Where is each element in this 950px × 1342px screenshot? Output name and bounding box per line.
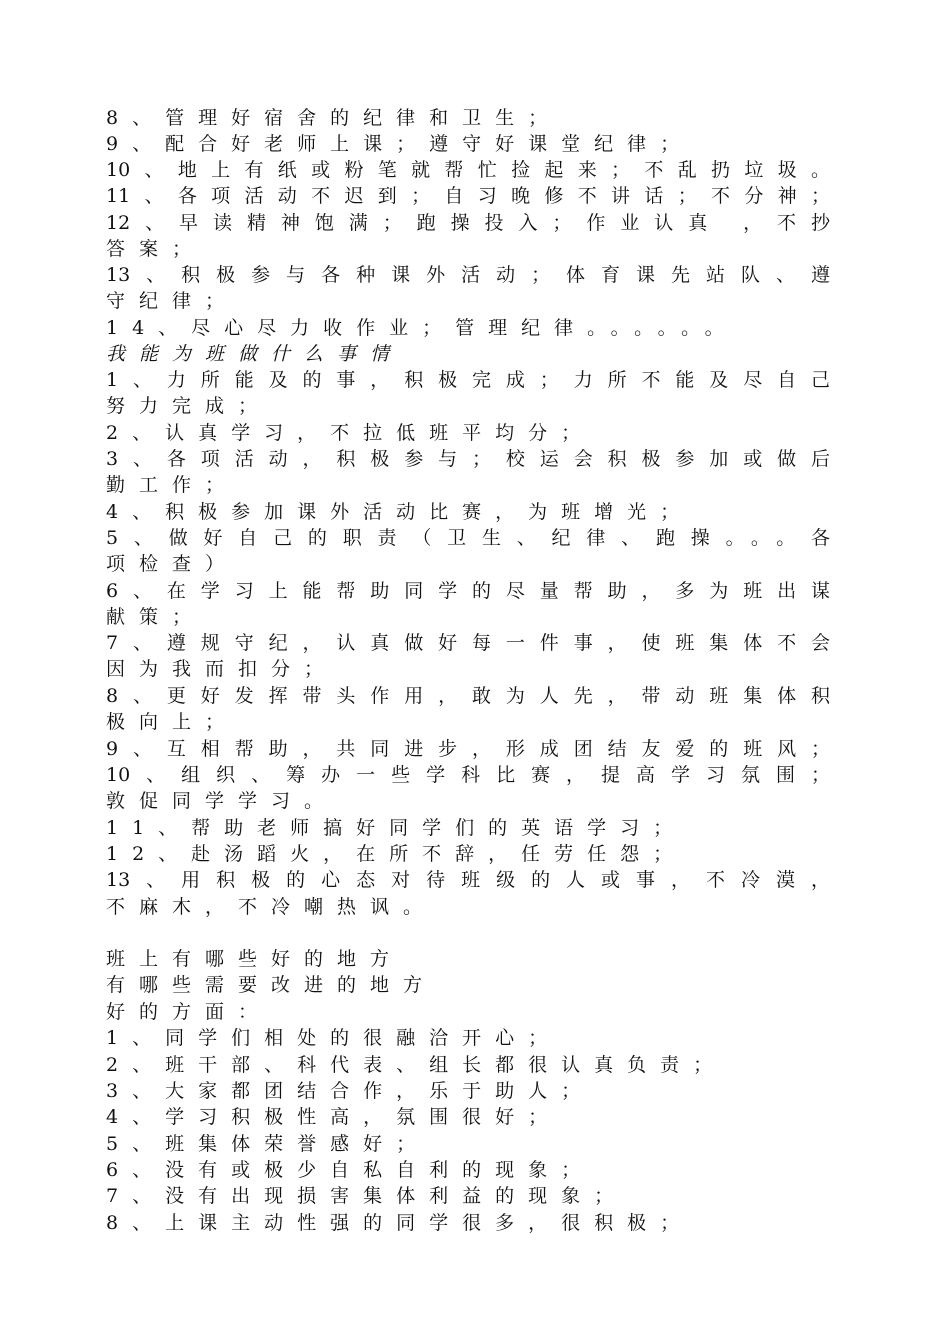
text-line: 9、互相帮助，共同进步，形成团结友爱的班风； <box>106 738 830 760</box>
text-line: 12、早读精神饱满；跑操投入；作业认真 ，不抄 <box>106 212 830 234</box>
text-line: 10、组织、筹办一些学科比赛，提高学习氛围； <box>106 764 830 786</box>
section-heading: 我能为班做什么事情 <box>106 343 404 365</box>
text-line: 12、赴汤蹈火，在所不辞，任劳任怨； <box>106 843 687 865</box>
text-line: 1、力所能及的事，积极完成；力所不能及尽自己 <box>106 369 830 391</box>
text-line: 4、学习积极性高，氛围很好； <box>106 1106 562 1128</box>
text-line: 11、帮助老师搞好同学们的英语学习； <box>106 817 687 839</box>
text-line: 1、同学们相处的很融洽开心； <box>106 1027 562 1049</box>
text-line: 14、尽心尽力收作业；管理纪律。。。。。。 <box>106 317 738 339</box>
text-line: 勤工作； <box>106 474 239 496</box>
text-line: 7、没有出现损害集体利益的现象； <box>106 1185 628 1207</box>
text-line: 努力完成； <box>106 395 272 417</box>
text-line: 10、地上有纸或粉笔就帮忙捡起来；不乱扔垃圾。 <box>106 159 830 181</box>
text-line: 13、积极参与各种课外活动；体育课先站队、遵 <box>106 264 830 286</box>
text-line: 9、配合好老师上课；遵守好课堂纪律； <box>106 133 694 155</box>
text-line: 极向上； <box>106 711 239 733</box>
text-line: 献策； <box>106 606 206 628</box>
text-line: 11、各项活动不迟到；自习晚修不讲话；不分神； <box>106 185 830 207</box>
text-line: 不麻木，不冷嘲热讽。 <box>106 896 437 918</box>
text-line: 6、在学习上能帮助同学的尽量帮助，多为班出谋 <box>106 580 830 602</box>
text-line: 2、班干部、科代表、组长都很认真负责； <box>106 1054 727 1076</box>
text-line: 8、更好发挥带头作用，敢为人先，带动班集体积 <box>106 685 830 707</box>
text-line: 因为我而扣分； <box>106 658 338 680</box>
section-heading: 好的方面： <box>106 1001 272 1023</box>
text-line: 5、班集体荣誉感好； <box>106 1133 430 1155</box>
text-line: 3、各项活动，积极参与；校运会积极参加或做后 <box>106 448 830 470</box>
text-line: 项检查） <box>106 553 239 575</box>
text-line: 3、大家都团结合作，乐于助人； <box>106 1080 595 1102</box>
text-line: 7、遵规守纪，认真做好每一件事，使班集体不会 <box>106 632 830 654</box>
text-line: 2、认真学习，不拉低班平均分； <box>106 422 595 444</box>
text-line: 13、用积极的心态对待班级的人或事，不冷漠， <box>106 869 830 891</box>
text-line: 敦促同学学习。 <box>106 790 338 812</box>
section-heading: 班上有哪些好的地方 <box>106 948 404 970</box>
text-line: 4、积极参加课外活动比赛，为班增光； <box>106 501 694 523</box>
text-line: 8、上课主动性强的同学很多，很积极； <box>106 1212 694 1234</box>
text-line: 8、管理好宿舍的纪律和卫生； <box>106 107 562 129</box>
section-heading: 有哪些需要改进的地方 <box>106 974 437 996</box>
text-line: 6、没有或极少自私自利的现象； <box>106 1159 595 1181</box>
text-line: 5、做好自己的职责（卫生、纪律、跑操。。。各 <box>106 527 830 549</box>
text-line: 守纪律； <box>106 290 239 312</box>
text-line: 答案； <box>106 238 206 260</box>
